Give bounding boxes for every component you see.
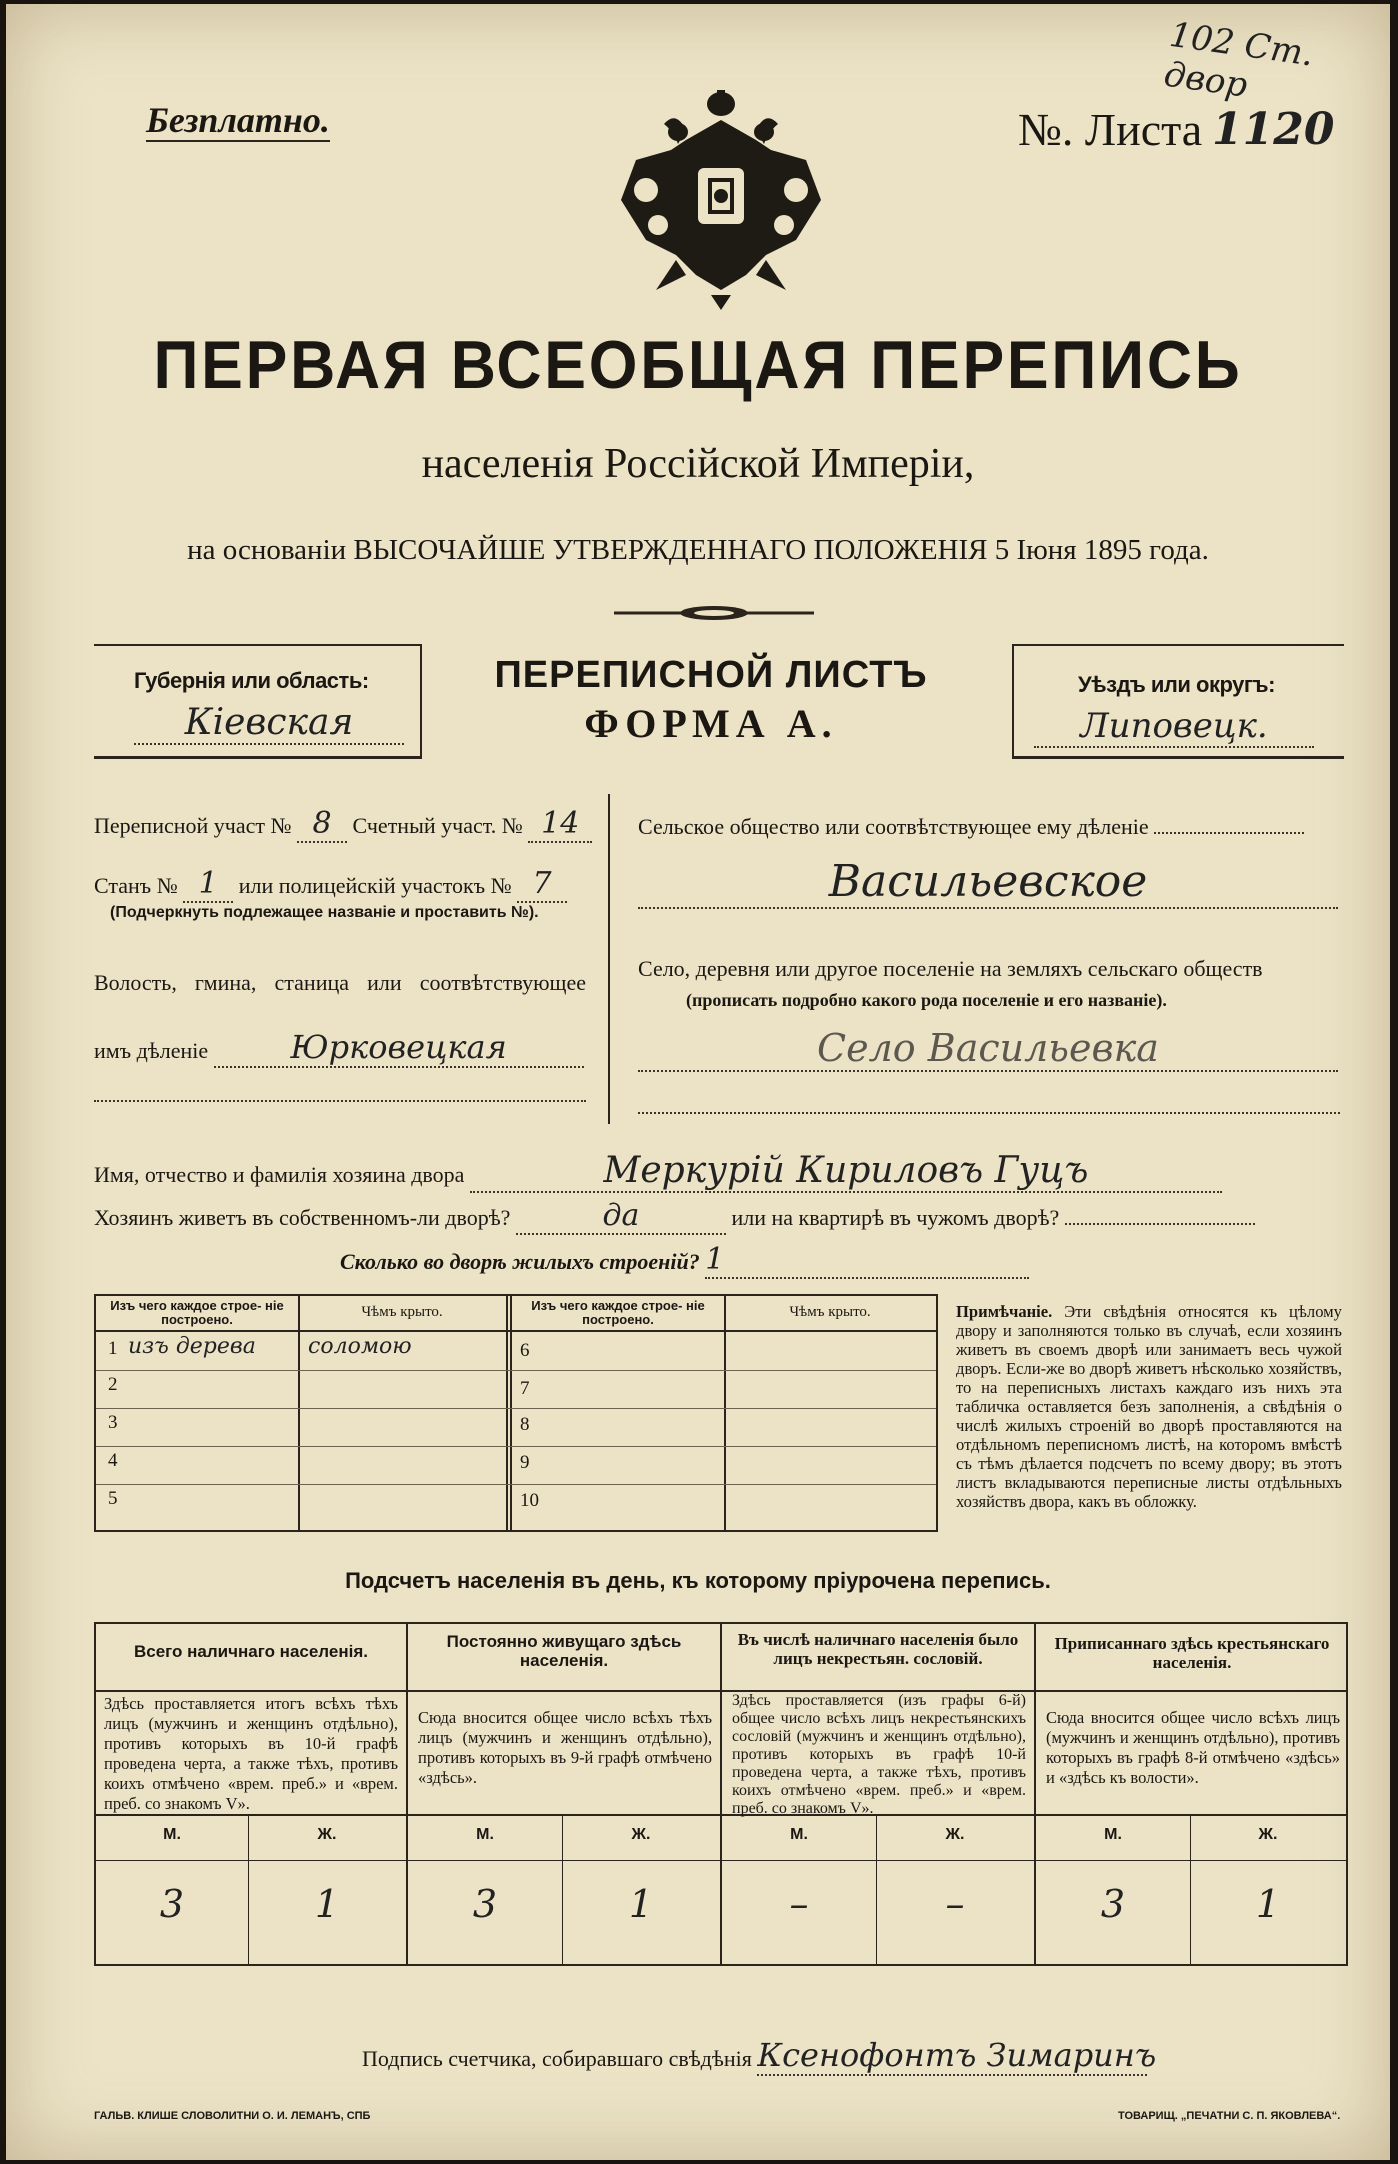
male-label: М.: [1104, 1826, 1122, 1843]
legal-basis: на основаніи ВЫСОЧАЙШЕ УТВЕРЖДЕННАГО ПОЛОЖЕНІЯ 5 Іюня 1895 года.: [187, 534, 1209, 566]
ornament-divider-icon: [614, 604, 814, 622]
page-title: ПЕРВАЯ ВСЕОБЩАЯ ПЕРЕПИСЬ: [153, 327, 1243, 403]
total-male-value[interactable]: 3: [159, 1882, 185, 1926]
society-value[interactable]: Васильевское: [638, 856, 1338, 909]
footer-right: ТОВАРИЩ. „ПЕЧАТНИ С. П. ЯКОВЛЕВА“.: [1118, 2110, 1341, 2122]
row-number: 2: [108, 1374, 118, 1395]
note-title: Примѣчаніе.: [956, 1302, 1053, 1321]
volost-blank-line: [94, 1100, 586, 1102]
police-label: или полицейскій участокъ: [238, 873, 486, 898]
non-peasant-male-value[interactable]: –: [789, 1882, 809, 1926]
row-number: 4: [108, 1450, 118, 1471]
permanent-female-value[interactable]: 1: [628, 1882, 654, 1926]
block-divider: [608, 794, 610, 1124]
female-label: Ж.: [945, 1826, 965, 1843]
female-label: Ж.: [1258, 1826, 1278, 1843]
buildings-count-label: Сколько во дворѣ жилыхъ строеній?: [340, 1249, 700, 1274]
row1-roofed[interactable]: соломою: [308, 1334, 412, 1359]
col-built-of-right: Изъ чего каждое строе- ніе построено.: [531, 1298, 705, 1327]
row-number: 10: [520, 1490, 539, 1511]
village-label: Село, деревня или другое поселеніе на земляхъ сельскаго обществ: [638, 956, 1263, 981]
male-label: М.: [790, 1826, 808, 1843]
province-value[interactable]: Кіевская: [134, 702, 404, 745]
census-area-row: [94, 806, 592, 843]
row-number: 3: [108, 1412, 118, 1433]
female-label: Ж.: [631, 1826, 651, 1843]
section-permanent-desc: Сюда вносится общее число всѣхъ тѣхъ лицъ (мужчинъ и женщинъ отдѣльно), противъ которыхъ въ 9-й графѣ отмѣчено «здѣсь».: [418, 1708, 712, 1787]
province-box: [94, 644, 422, 759]
buildings-count-value[interactable]: 1: [705, 1242, 1029, 1279]
own-yard-value[interactable]: да: [516, 1198, 726, 1235]
volost-label-2: имъ дѣленіе: [94, 1038, 209, 1063]
own-yard-label: Хозяинъ живетъ въ собственномъ-ли дворѣ?: [94, 1205, 511, 1230]
village-blank-line: [638, 1112, 1340, 1114]
free-label: Безплатно.: [146, 100, 330, 140]
signature-label: Подпись счетчика, собиравшаго свѣдѣнія: [362, 2046, 752, 2071]
police-no: №: [490, 873, 512, 898]
permanent-male-value[interactable]: 3: [472, 1882, 498, 1926]
col-roofed-right: Чѣмъ крыто.: [789, 1304, 871, 1320]
row1-built-of[interactable]: изъ дерева: [128, 1334, 256, 1359]
total-female-value[interactable]: 1: [314, 1882, 340, 1926]
count-area-label: Счетный участ.: [352, 813, 497, 838]
police-value[interactable]: 7: [517, 866, 567, 903]
buildings-table: [94, 1294, 938, 1532]
census-area-value[interactable]: 8: [297, 806, 347, 843]
row-number: 9: [520, 1452, 530, 1473]
counts-heading: Подсчетъ населенія въ день, къ которому пріурочена перепись.: [345, 1568, 1051, 1593]
signature-value[interactable]: Ксенофонтъ Зимаринъ: [757, 2036, 1157, 2074]
col-roofed-left: Чѣмъ крыто.: [361, 1304, 443, 1320]
volost-label: Волость, гмина, станица или соотвѣтствующее: [94, 970, 586, 995]
sheet-number-value: 1120: [1212, 104, 1335, 155]
male-label: М.: [163, 1826, 181, 1843]
registered-female-value[interactable]: 1: [1255, 1882, 1281, 1926]
owner-name-row: [94, 1150, 1222, 1193]
form-title: ПЕРЕПИСНОЙ ЛИСТЪ: [494, 654, 928, 696]
footer-left: ГАЛЬВ. КЛИШЕ СЛОВОЛИТНИ О. И. ЛЕМАНЪ, СПБ: [94, 2110, 371, 2122]
rented-label: или на квартирѣ въ чужомъ дворѣ?: [731, 1205, 1060, 1230]
row-number: 8: [520, 1414, 530, 1435]
society-label: Сельское общество или соотвѣтствующее ему дѣленіе: [638, 814, 1149, 839]
row-number: 5: [108, 1488, 118, 1509]
section-registered-desc: Сюда вносится общее число всѣхъ лицъ (мужчинъ и женщинъ отдѣльно), противъ которыхъ въ графѣ 8-й отмѣчено «здѣсь» и «здѣсь къ волости».: [1046, 1708, 1340, 1787]
signature-row: [362, 2036, 1157, 2076]
section-total-title: Всего наличнаго населенія.: [134, 1642, 368, 1661]
district-box: [1012, 644, 1344, 759]
stan-no: №: [156, 873, 178, 898]
province-label: Губернія или область:: [134, 668, 369, 693]
row-number: 1: [108, 1338, 118, 1359]
population-count-table: [94, 1622, 1348, 1966]
society-row: [638, 814, 1304, 840]
village-note: (прописать подробно какого рода поселеніе и его названіе).: [686, 990, 1167, 1010]
census-sheet: [6, 4, 1390, 2160]
stan-label: Станъ: [94, 873, 152, 898]
row-number: 6: [520, 1340, 530, 1361]
village-value[interactable]: Село Васильевка: [638, 1026, 1338, 1072]
section-non-peasant-title: Въ числѣ наличнаго населенія было лицъ некрестьян. сословій.: [737, 1630, 1019, 1668]
stan-row: [94, 866, 567, 903]
census-area-no: №: [270, 813, 292, 838]
registered-male-value[interactable]: 3: [1100, 1882, 1126, 1926]
owner-name-value[interactable]: Меркурій Кириловъ Гуцъ: [470, 1150, 1222, 1193]
section-registered-title: Приписаннаго здѣсь крестьянскаго населенія.: [1054, 1634, 1330, 1672]
section-total-desc: Здѣсь проставляется итогъ всѣхъ тѣхъ лицъ (мужчинъ и женщинъ отдѣльно), противъ которыхъ въ 10-й графѣ проведена черта, а также тѣхъ, противъ коихъ отмѣчено «врем. преб.» и «врем. преб. со знакомъ V».: [104, 1694, 398, 1813]
row-number: 7: [520, 1378, 530, 1399]
count-area-no: №: [501, 813, 523, 838]
sheet-number-label: №. Листа: [1018, 104, 1203, 155]
census-area-label: Переписной участ: [94, 813, 265, 838]
section-permanent-title: Постоянно живущаго здѣсь населенія.: [446, 1632, 682, 1670]
page-subtitle: населенія Россійской Имперіи,: [421, 441, 975, 487]
note-text: Эти свѣдѣнія относятся къ цѣлому двору и заполняются только въ случаѣ, если хозяинъ живетъ въ своемъ дворѣ или занимаетъ весь чужой дворъ. Если-же во дворѣ живетъ нѣсколько хозяйствъ, то на переписныхъ листахъ каждаго изъ нихъ эта табличка оставляется безъ заполненія, а свѣдѣнія о числѣ жилыхъ строеній во дворѣ проставляются на отдѣльномъ переписномъ листѣ, на которомъ вмѣстѣ съ тѣмъ дѣлается подсчетъ по всему двору; въ этотъ листъ вкладываются переписные листы отдѣльныхъ хозяйствъ двора, какъ въ обложку.: [956, 1302, 1342, 1511]
underline-note: (Подчеркнуть подлежащее названіе и проставить №).: [110, 904, 539, 921]
volost-row: [94, 1028, 584, 1068]
male-label: М.: [476, 1826, 494, 1843]
buildings-count-row: [340, 1242, 1029, 1279]
district-label: Уѣздъ или округъ:: [1078, 672, 1275, 697]
corner-note: 102 Ст. двор: [1161, 14, 1317, 106]
non-peasant-female-value[interactable]: –: [945, 1882, 965, 1926]
double-headed-eagle-emblem-icon: [616, 90, 826, 310]
section-non-peasant-desc: Здѣсь проставляется (изъ графы 6-й) общее число всѣхъ лицъ некрестьянскихъ сословій (мужчинъ и женщинъ отдѣльно), противъ которыхъ въ графѣ 10-й проведена черта, а также тѣхъ, противъ коихъ отмѣчено «врем. преб.» и «врем. преб. со знакомъ V».: [732, 1692, 1026, 1817]
volost-value[interactable]: Юрковецкая: [214, 1028, 584, 1068]
form-subtitle: ФОРМА А.: [584, 701, 838, 746]
col-built-of-left: Изъ чего каждое строе- ніе построено.: [110, 1298, 284, 1327]
count-area-value[interactable]: 14: [528, 806, 592, 843]
stan-value[interactable]: 1: [183, 866, 233, 903]
owner-yard-row: [94, 1198, 1255, 1235]
owner-name-label: Имя, отчество и фамилія хозяина двора: [94, 1162, 465, 1187]
district-value[interactable]: Липовецк.: [1034, 706, 1314, 748]
note-block: [956, 1302, 1342, 1511]
female-label: Ж.: [317, 1826, 337, 1843]
